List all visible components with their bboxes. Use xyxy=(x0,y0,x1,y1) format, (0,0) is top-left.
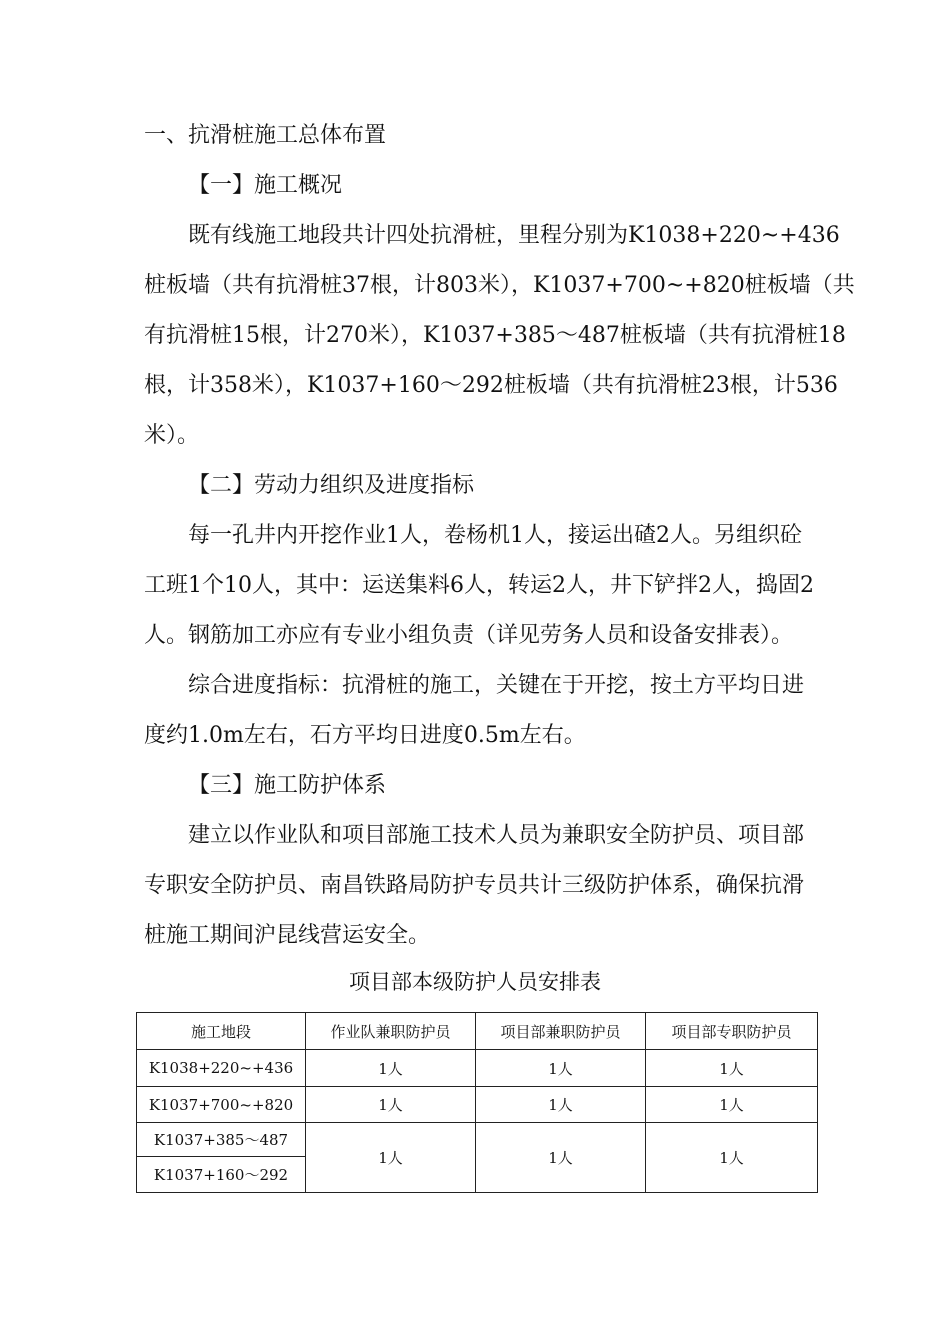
table-caption: 项目部本级防护人员安排表 xyxy=(349,970,601,994)
header-cell-dept-part-time: 项目部兼职防护员 xyxy=(476,1013,646,1050)
paragraph-line: 有抗滑桩15根，计270米），K1037+385～487桩板墙（共有抗滑桩18 xyxy=(144,323,846,348)
paragraph-line: 既有线施工地段共计四处抗滑桩，里程分别为K1038+220~+436 xyxy=(188,223,840,248)
paragraph-line: 根，计358米），K1037+160～292桩板墙（共有抗滑桩23根，计536 xyxy=(144,373,838,398)
table-cell: K1037+385～487 xyxy=(137,1123,306,1157)
subsection-heading-overview: 【一】施工概况 xyxy=(188,173,343,198)
paragraph-line: 综合进度指标：抗滑桩的施工，关键在于开挖，按土方平均日进 xyxy=(188,673,805,698)
paragraph-line: 桩施工期间沪昆线营运安全。 xyxy=(144,923,431,948)
paragraph-line: 建立以作业队和项目部施工技术人员为兼职安全防护员、项目部 xyxy=(188,823,805,848)
subsection-heading-labor: 【二】劳动力组织及进度指标 xyxy=(188,473,475,498)
table-cell: 1人 xyxy=(646,1123,818,1193)
header-cell-team-part-time: 作业队兼职防护员 xyxy=(306,1013,476,1050)
table-cell: 1人 xyxy=(476,1087,646,1123)
table-cell: 1人 xyxy=(306,1050,476,1087)
table-cell: K1037+160～292 xyxy=(137,1157,306,1193)
subsection-heading-protection: 【三】施工防护体系 xyxy=(188,773,387,798)
paragraph-line: 度约1.0m左右，石方平均日进度0.5m左右。 xyxy=(144,723,586,748)
paragraph-line: 工班1个10人，其中：运送集料6人，转运2人，井下铲拌2人，捣固2 xyxy=(144,573,814,598)
table-cell: 1人 xyxy=(646,1087,818,1123)
table-cell: 1人 xyxy=(306,1123,476,1193)
table-cell: 1人 xyxy=(476,1123,646,1193)
section-title: 一、抗滑桩施工总体布置 xyxy=(144,123,387,148)
paragraph-line: 米）。 xyxy=(144,423,200,448)
table-cell: 1人 xyxy=(306,1087,476,1123)
table-row xyxy=(137,1050,818,1087)
paragraph-line: 桩板墙（共有抗滑桩37根，计803米），K1037+700~+820桩板墙（共 xyxy=(144,273,855,298)
table-cell: 1人 xyxy=(646,1050,818,1087)
table-header-row xyxy=(137,1013,818,1050)
table-cell: 1人 xyxy=(476,1050,646,1087)
paragraph-line: 人。钢筋加工亦应有专业小组负责（详见劳务人员和设备安排表）。 xyxy=(144,623,794,648)
table-cell: K1038+220~+436 xyxy=(137,1050,306,1087)
paragraph-line: 专职安全防护员、南昌铁路局防护专员共计三级防护体系，确保抗滑 xyxy=(144,873,805,898)
paragraph-line: 每一孔井内开挖作业1人，卷杨机1人，接运出碴2人。另组织砼 xyxy=(188,523,802,548)
header-cell-section: 施工地段 xyxy=(137,1013,306,1050)
staff-table xyxy=(136,1012,818,1193)
table-row xyxy=(137,1087,818,1123)
header-cell-dept-full-time: 项目部专职防护员 xyxy=(646,1013,818,1050)
table-row xyxy=(137,1123,818,1157)
table-cell: K1037+700~+820 xyxy=(137,1087,306,1123)
